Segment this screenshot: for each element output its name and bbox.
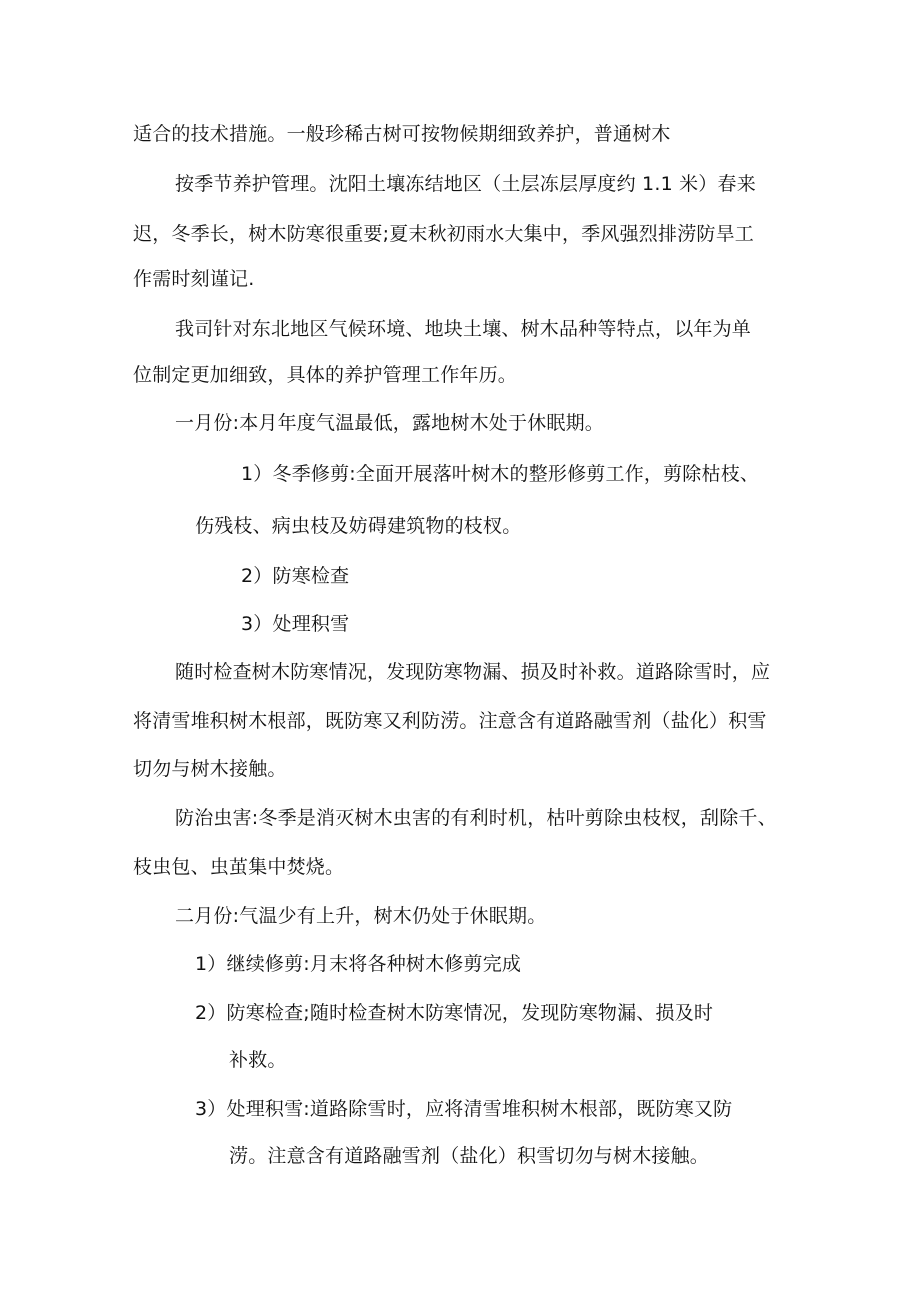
text-line-2: 按季节养护管理。沈阳土壤冻结地区（土层冻层厚度约 1.1 米）春来 [175,173,756,195]
text-line-20: 补救。 [229,1049,287,1071]
text-line-19: 2）防寒检查;随时检查树木防寒情况，发现防寒物漏、损及时 [195,1002,714,1024]
text-line-22: 涝。注意含有道路融雪剂（盐化）积雪切勿与树木接触。 [229,1145,710,1167]
text-line-8: 1）冬季修剪:全面开展落叶树木的整形修剪工作，剪除枯枝、 [241,463,760,485]
text-line-11: 3）处理积雪 [241,613,350,635]
text-line-17: 二月份:气温少有上升，树木仍处于休眠期。 [175,905,547,927]
text-line-5: 我司针对东北地区气候环境、地块土壤、树木品种等特点，以年为单 [175,318,752,340]
text-line-7: 一月份:本月年度气温最低，露地树木处于休眠期。 [175,412,605,434]
text-line-12: 随时检查树木防寒情况，发现防寒物漏、损及时补救。道路除雪时，应 [175,661,771,683]
text-line-13: 将清雪堆积树木根部，既防寒又利防涝。注意含有道路融雪剂（盐化）积雪 [133,710,767,732]
text-line-1: 适合的技术措施。一般珍稀古树可按物候期细致养护，普通树木 [133,123,671,145]
text-line-3: 迟，冬季长，树木防寒很重要;夏末秋初雨水大集中，季风强烈排涝防旱工 [133,223,755,245]
text-line-14: 切勿与树木接触。 [133,758,287,780]
text-line-16: 枝虫包、虫茧集中焚烧。 [133,856,345,878]
text-line-15: 防治虫害:冬季是消灭树木虫害的有利时机，枯叶剪除虫枝杈，刮除千、 [175,807,777,829]
text-line-9: 伤残枝、病虫枝及妨碍建筑物的枝杈。 [195,515,522,537]
text-line-21: 3）处理积雪:道路除雪时，应将清雪堆积树木根部，既防寒又防 [195,1098,733,1120]
text-line-6: 位制定更加细致，具体的养护管理工作年历。 [133,364,518,386]
text-line-18: 1）继续修剪:月末将各种树木修剪完成 [195,953,522,975]
text-line-4: 作需时刻谨记. [133,268,255,290]
text-line-10: 2）防寒检查 [241,565,350,587]
